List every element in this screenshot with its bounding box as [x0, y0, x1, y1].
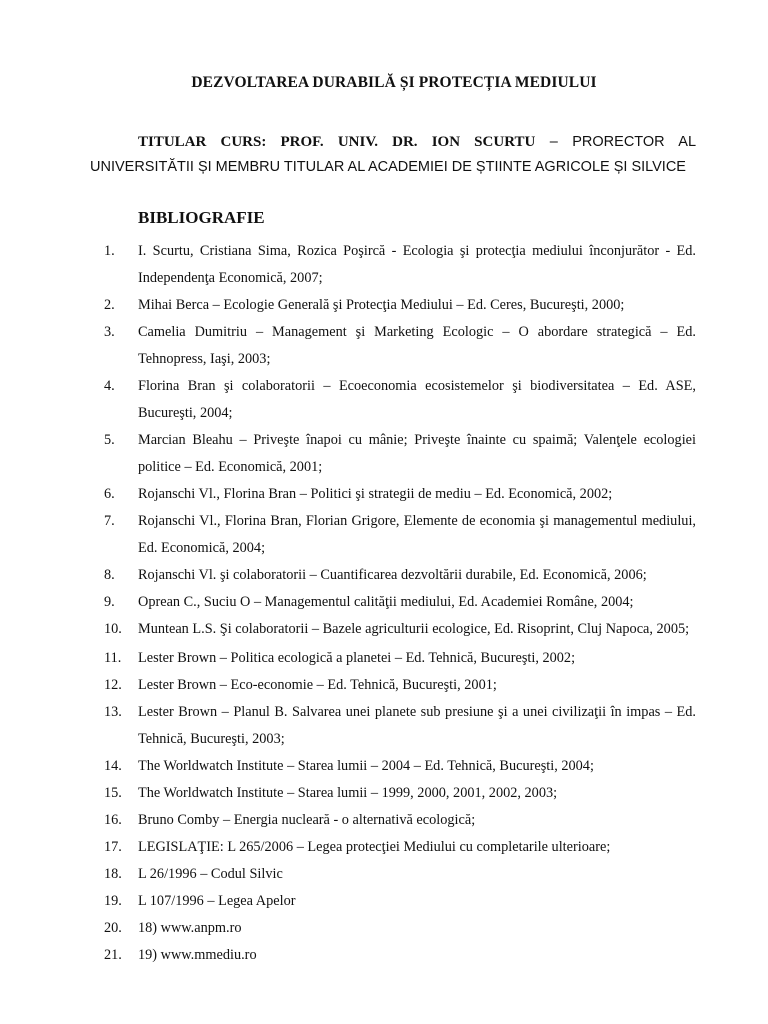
bibliography-item — [0, 942, 768, 969]
bibliography-item-number: 16. — [104, 812, 122, 828]
bibliography-item-number: 18. — [104, 866, 122, 882]
bibliography-item-text: Lester Brown – Eco-economie – Ed. Tehnică, Bucureşti, 2001; — [138, 677, 497, 693]
bibliography-item — [0, 508, 768, 562]
bibliography-heading: BIBLIOGRAFIE — [138, 208, 265, 227]
course-holder-paragraph — [90, 130, 696, 180]
bibliography-list — [0, 238, 768, 969]
bibliography-item — [0, 373, 768, 427]
bibliography-item-number: 11. — [104, 650, 122, 666]
bibliography-item-number: 17. — [104, 839, 122, 855]
bibliography-item — [0, 562, 768, 589]
bibliography-item — [0, 292, 768, 319]
bibliography-item-number: 20. — [104, 920, 122, 936]
bibliography-item — [0, 672, 768, 699]
bibliography-item — [0, 481, 768, 508]
bibliography-item-text: Lester Brown – Politica ecologică a planetei – Ed. Tehnică, Bucureşti, 2002; — [138, 650, 576, 666]
bibliography-item — [0, 616, 768, 643]
bibliography-item-text: L 26/1996 – Codul Silvic — [138, 866, 283, 882]
bibliography-item — [0, 699, 768, 753]
bibliography-item-number: 6. — [104, 486, 115, 502]
bibliography-item — [0, 915, 768, 942]
bibliography-item-text: I. Scurtu, Cristiana Sima, Rozica Poşircă - Ecologia şi protecţia mediului înconjurător - Ed. Independenţa Economică, 2007; — [138, 243, 696, 286]
bibliography-item-number: 3. — [104, 324, 115, 340]
bibliography-item-text: Rojanschi Vl. şi colaboratorii – Cuantificarea dezvoltării durabile, Ed. Economică, 2006; — [138, 567, 647, 583]
document-title: DEZVOLTAREA DURABILĂ ȘI PROTECȚIA MEDIULUI — [191, 74, 597, 91]
bibliography-item-text: Rojanschi Vl., Florina Bran, Florian Grigore, Elemente de economia şi managementul mediului, Ed. Economică, 2004; — [138, 513, 696, 556]
bibliography-item-text: Muntean L.S. Şi colaboratorii – Bazele agriculturii ecologice, Ed. Risoprint, Cluj Napoca, 2005; — [138, 621, 690, 637]
bibliography-item-number: 21. — [104, 947, 122, 963]
bibliography-item — [0, 319, 768, 373]
bibliography-item — [0, 834, 768, 861]
bibliography-item — [0, 238, 768, 292]
bibliography-item — [0, 589, 768, 616]
bibliography-item-text: L 107/1996 – Legea Apelor — [138, 893, 296, 909]
bibliography-item-text: Lester Brown – Planul B. Salvarea unei planete sub presiune şi a unei civilizaţii în impas – Ed. Tehnică, Bucureşti, 2003; — [138, 704, 696, 747]
bibliography-item-number: 15. — [104, 785, 122, 801]
bibliography-item-text: The Worldwatch Institute – Starea lumii – 2004 – Ed. Tehnică, Bucureşti, 2004; — [138, 758, 594, 774]
bibliography-item — [0, 427, 768, 481]
course-holder-name: TITULAR CURS: PROF. UNIV. DR. ION SCURTU — [138, 134, 536, 150]
bibliography-item-number: 12. — [104, 677, 122, 693]
bibliography-item-number: 5. — [104, 432, 115, 448]
bibliography-item-text: The Worldwatch Institute – Starea lumii – 1999, 2000, 2001, 2002, 2003; — [138, 785, 558, 801]
bibliography-item-text: LEGISLAŢIE: L 265/2006 – Legea protecţiei Mediului cu completarile ulterioare; — [138, 839, 611, 855]
bibliography-item-number: 10. — [104, 621, 122, 637]
bibliography-item-number: 1. — [104, 243, 115, 259]
bibliography-item-text: 19) www.mmediu.ro — [138, 947, 257, 963]
bibliography-item-text: Mihai Berca – Ecologie Generală şi Protecţia Mediului – Ed. Ceres, Bucureşti, 2000; — [138, 297, 625, 313]
bibliography-item-text: Marcian Bleahu – Priveşte înapoi cu mânie; Priveşte înainte cu spaimă; Valenţele ecologiei politice – Ed. Economică, 2001; — [138, 432, 696, 475]
bibliography-item — [0, 780, 768, 807]
bibliography-item — [0, 753, 768, 780]
bibliography-item-number: 13. — [104, 704, 122, 720]
bibliography-item-text: Camelia Dumitriu – Management şi Marketing Ecologic – O abordare strategică – Ed. Tehnopress, Iaşi, 2003; — [138, 324, 696, 367]
bibliography-item-number: 7. — [104, 513, 115, 529]
bibliography-item-number: 19. — [104, 893, 122, 909]
bibliography-item — [0, 807, 768, 834]
bibliography-item — [0, 888, 768, 915]
bibliography-item-text: Rojanschi Vl., Florina Bran – Politici şi strategii de mediu – Ed. Economică, 2002; — [138, 486, 613, 502]
bibliography-item — [0, 861, 768, 888]
course-holder-affiliation: – PRORECTOR AL UNIVERSITĂTII ȘI MEMBRU TITULAR AL ACADEMIEI DE ȘTIINTE AGRICOLE ȘI SILVICE — [90, 134, 697, 175]
bibliography-item-text: Bruno Comby – Energia nucleară - o alternativă ecologică; — [138, 812, 476, 828]
bibliography-item-number: 4. — [104, 378, 115, 394]
bibliography-item — [0, 645, 768, 672]
bibliography-item-number: 9. — [104, 594, 115, 610]
bibliography-item-number: 14. — [104, 758, 122, 774]
bibliography-item-text: 18) www.anpm.ro — [138, 920, 242, 936]
bibliography-item-number: 8. — [104, 567, 115, 583]
bibliography-item-text: Florina Bran şi colaboratorii – Ecoeconomia ecosistemelor şi biodiversitatea – Ed. ASE, Bucureşti, 2004; — [138, 378, 696, 421]
bibliography-item-number: 2. — [104, 297, 115, 313]
bibliography-item-text: Oprean C., Suciu O – Managementul calităţii mediului, Ed. Academiei Române, 2004; — [138, 594, 634, 610]
